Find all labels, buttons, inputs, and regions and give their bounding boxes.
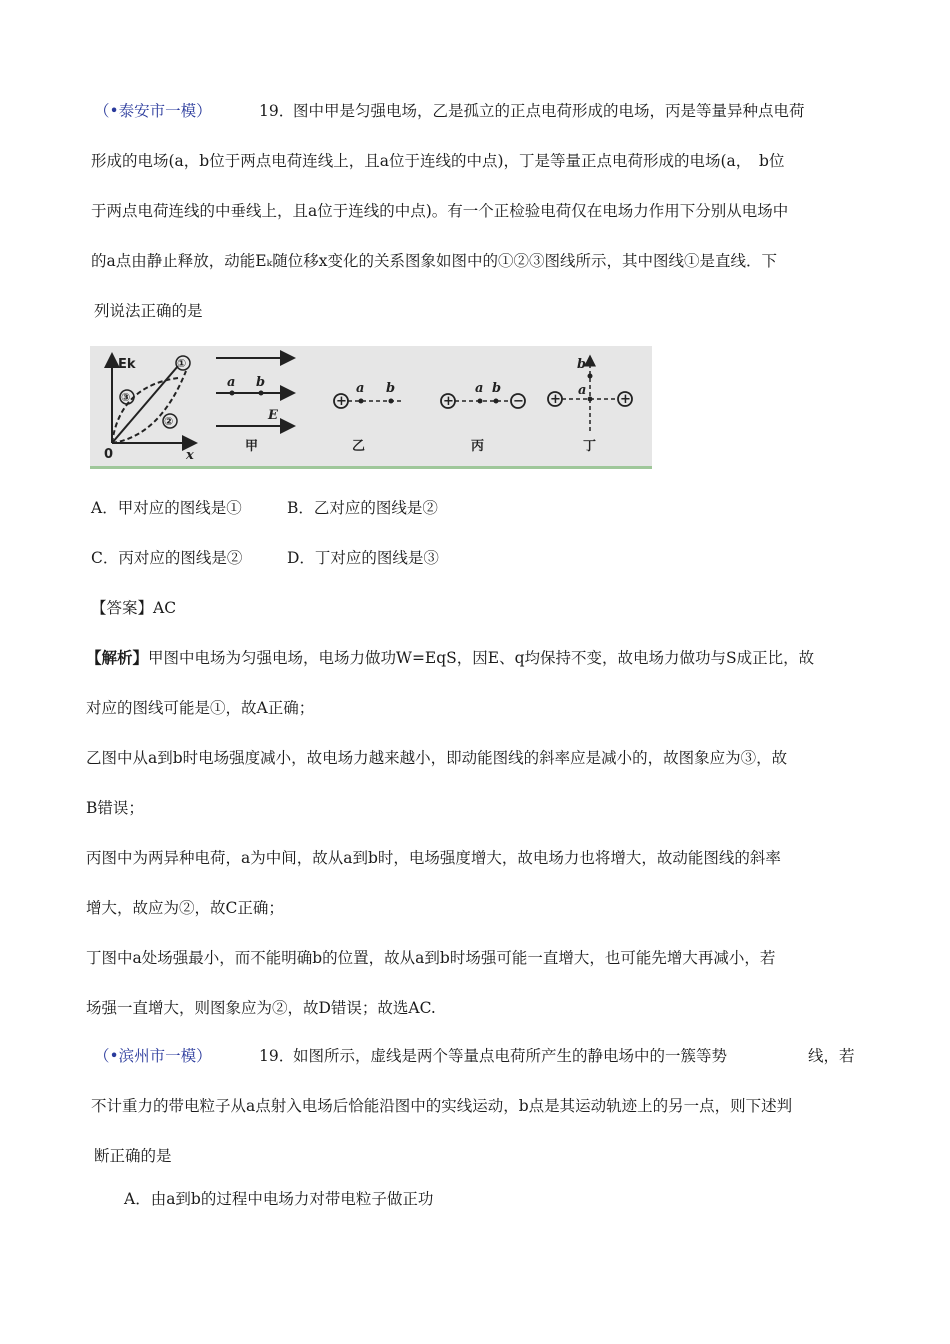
curve-2-label: ② bbox=[164, 415, 174, 428]
bing-positive-charge: + bbox=[443, 394, 454, 409]
q1-source: （•泰安市一模） bbox=[94, 102, 212, 120]
answer-label: 【答案】 bbox=[91, 599, 154, 617]
yi-point-a: a bbox=[356, 381, 365, 396]
analysis-line8: 场强一直增大，则图象应为②，故D错误；故选AC. bbox=[86, 999, 436, 1017]
x-axis-label: x bbox=[186, 448, 194, 463]
analysis-label: 【解析】 bbox=[86, 649, 149, 667]
q2-text-line2: 不计重力的带电粒子从a点射入电场后恰能沿图中的实线运动，b点是其运动轨迹上的另一点，则下述判 bbox=[91, 1097, 793, 1115]
answer-value: AC bbox=[153, 599, 177, 617]
analysis-line7: 丁图中a处场强最小，而不能明确b的位置，故从a到b时场强可能一直增大，也可能先增大再减小，若 bbox=[86, 949, 776, 967]
ek-axis-label: Ek bbox=[118, 357, 136, 372]
curve-1-line bbox=[112, 366, 178, 443]
bing-negative-charge: − bbox=[513, 394, 524, 409]
jia-point-a: a bbox=[227, 375, 236, 390]
ding-positive-charge-left: + bbox=[550, 392, 561, 407]
curve-3-line bbox=[112, 378, 178, 443]
q2-source: （•滨州市一模） bbox=[94, 1047, 212, 1065]
analysis-line4: B错误； bbox=[86, 799, 144, 817]
field-jia bbox=[216, 358, 294, 454]
bing-point-a: a bbox=[475, 381, 484, 396]
q2-number: 19． bbox=[259, 1047, 295, 1065]
q1-text-line3: 于两点电荷连线的中垂线上，且a位于连线的中点)。有一个正检验电荷仅在电场力作用下分别从电场中 bbox=[91, 202, 789, 220]
analysis-line3: 乙图中从a到b时电场强度减小，故电场力越来越小，即动能图线的斜率应是减小的，故图象应为③，故 bbox=[86, 749, 788, 767]
ding-point-a: a bbox=[578, 383, 587, 398]
analysis-line5: 丙图中为两异种电荷，a为中间，故从a到b时，电场强度增大，故电场力也将增大，故动能图线的斜率 bbox=[86, 849, 781, 867]
origin-label: 0 bbox=[104, 447, 114, 462]
analysis-line2: 对应的图线可能是①，故A正确； bbox=[86, 699, 315, 717]
field-bing bbox=[441, 381, 525, 454]
analysis-line6: 增大，故应为②，故C正确； bbox=[86, 899, 284, 917]
ding-positive-charge-right: + bbox=[620, 392, 631, 407]
bing-point-b: b bbox=[492, 381, 502, 396]
option-c: C．丙对应的图线是② bbox=[91, 549, 243, 567]
curve-3-label: ③ bbox=[121, 391, 131, 404]
label-bing: 丙 bbox=[471, 439, 485, 454]
ek-x-graph bbox=[104, 354, 196, 463]
curve-2-line bbox=[112, 371, 186, 443]
electric-field-figure bbox=[90, 346, 652, 469]
q2-text-line3: 断正确的是 bbox=[94, 1147, 172, 1165]
analysis-text-1: 甲图中电场为匀强电场，电场力做功W=EqS，因E、q均保持不变，故电场力做功与S成正比，故 bbox=[148, 649, 815, 667]
field-ding bbox=[548, 356, 632, 454]
option-d: D．丁对应的图线是③ bbox=[287, 549, 439, 567]
option-b: B．乙对应的图线是② bbox=[287, 499, 438, 517]
option-a: A．甲对应的图线是① bbox=[91, 499, 242, 517]
q1-number: 19． bbox=[259, 102, 295, 120]
jia-point-b: b bbox=[256, 375, 266, 390]
label-jia: 甲 bbox=[245, 439, 259, 454]
yi-point-b: b bbox=[386, 381, 396, 396]
field-e-label: E bbox=[268, 408, 278, 423]
curve-1-label: ① bbox=[177, 357, 187, 370]
analysis-line1 bbox=[86, 647, 814, 669]
q1-text-line5: 列说法正确的是 bbox=[94, 302, 203, 320]
q2-option-a: A．由a到b的过程中电场力对带电粒子做正功 bbox=[124, 1190, 434, 1208]
q1-text-line4: 的a点由静止释放，动能Eₖ随位移x变化的关系图象如图中的①②③图线所示，其中图线①是直线．下 bbox=[91, 252, 777, 270]
q2-text-line1b: 线，若 bbox=[808, 1047, 855, 1065]
answer-line bbox=[91, 597, 176, 619]
label-yi: 乙 bbox=[352, 439, 366, 454]
q2-text-line1a: 如图所示，虚线是两个等量点电荷所产生的静电场中的一簇等势 bbox=[293, 1047, 728, 1065]
figure-svg bbox=[90, 346, 652, 466]
q1-text-line2: 形成的电场(a，b位于两点电荷连线上，且a位于连线的中点)，丁是等量正点电荷形成的电场(a， b位 bbox=[91, 152, 785, 170]
ding-point-b: b bbox=[577, 357, 587, 372]
yi-positive-charge: + bbox=[336, 394, 347, 409]
label-ding: 丁 bbox=[583, 439, 597, 454]
q1-text-line1: 图中甲是匀强电场，乙是孤立的正点电荷形成的电场，丙是等量异种点电荷 bbox=[293, 102, 805, 120]
field-yi bbox=[334, 381, 402, 454]
